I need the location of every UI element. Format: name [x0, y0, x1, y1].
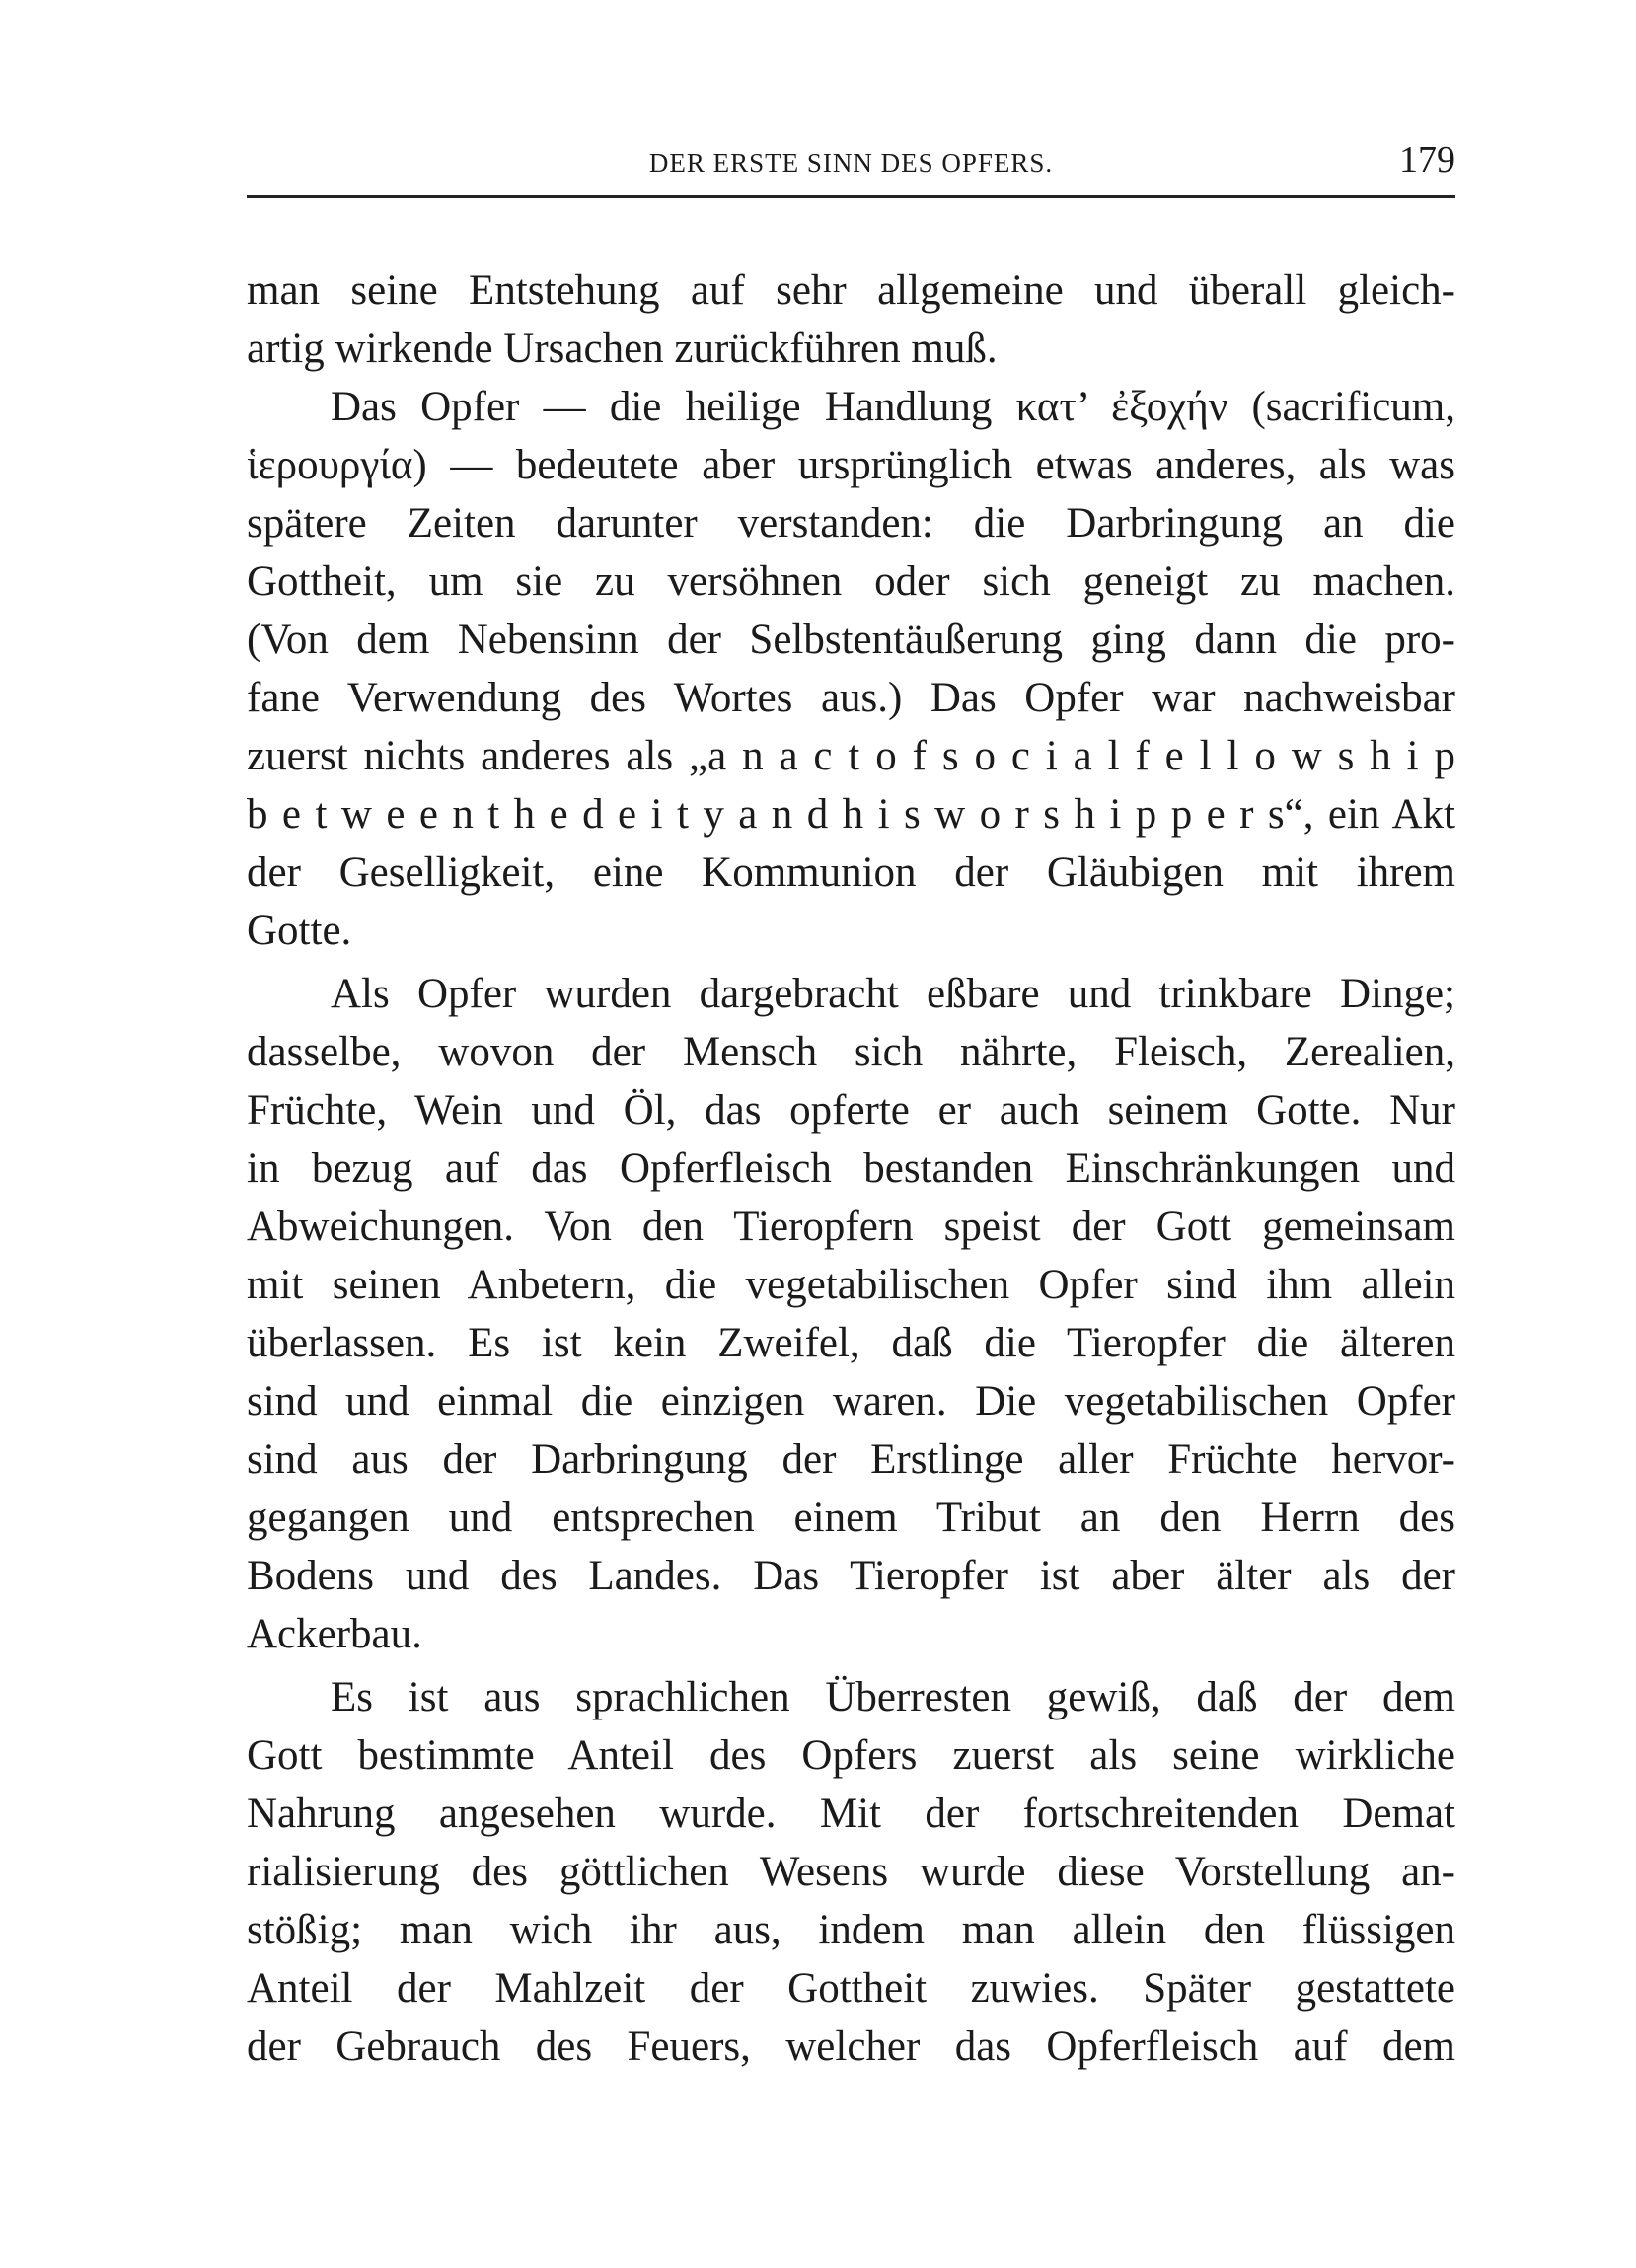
- text-line: dasselbe, wovon der Mensch sich nährte, Fleisch, Zerealien,: [247, 1029, 1455, 1075]
- text-line: sind aus der Darbringung der Erstlinge aller Früchte hervor-: [247, 1436, 1455, 1483]
- page-header: [247, 138, 1455, 197]
- text-line: Bodens und des Landes. Das Tieropfer ist aber älter als der: [247, 1553, 1455, 1599]
- text-line: ἱερουργία) — bedeutete aber ursprünglich etwas anderes, als was: [247, 442, 1455, 488]
- text-line: rialisierung des göttlichen Wesens wurde diese Vorstellung an-: [247, 1849, 1455, 1895]
- text-line: spätere Zeiten darunter verstanden: die Darbringung an die: [247, 500, 1455, 547]
- text-line: man seine Entstehung auf sehr allgemeine und überall gleich-: [247, 267, 1455, 314]
- text-line: Anteil der Mahlzeit der Gottheit zuwies. Später gestattete: [247, 1965, 1455, 2012]
- text-line: der Gebrauch des Feuers, welcher das Opferfleisch auf dem: [247, 2023, 1455, 2070]
- text-line: Gotte.: [247, 908, 352, 954]
- text-line: (Von dem Nebensinn der Selbstentäußerung ging dann die pro-: [247, 617, 1455, 663]
- text-line: zuerst nichts anderes als „a n a c t o f s o c i a l f e l l o w s h i p: [247, 733, 1455, 779]
- text-line: Das Opfer — die heilige Handlung κατ’ ἐξοχήν (sacrificum,: [331, 384, 1455, 430]
- text-line: der Geselligkeit, eine Kommunion der Gläubigen mit ihrem: [247, 849, 1455, 896]
- text-line: sind und einmal die einzigen waren. Die vegetabilischen Opfer: [247, 1378, 1455, 1425]
- header-rule: [247, 195, 1455, 198]
- text-line: Früchte, Wein und Öl, das opferte er auch seinem Gotte. Nur: [247, 1087, 1455, 1134]
- text-line: in bezug auf das Opferfleisch bestanden Einschränkungen und: [247, 1145, 1455, 1192]
- text-line: Es ist aus sprachlichen Überresten gewiß, daß der dem: [331, 1674, 1455, 1720]
- text-line: Gottheit, um sie zu versöhnen oder sich geneigt zu machen.: [247, 558, 1455, 605]
- text-line: Gott bestimmte Anteil des Opfers zuerst als seine wirkliche: [247, 1732, 1455, 1779]
- text-line: stößig; man wich ihr aus, indem man allein den flüssigen: [247, 1907, 1455, 1953]
- text-line: Nahrung angesehen wurde. Mit der fortschreitenden Demat: [247, 1791, 1455, 1837]
- text-line: Ackerbau.: [247, 1611, 422, 1657]
- text-line: mit seinen Anbetern, die vegetabilischen Opfer sind ihm allein: [247, 1262, 1455, 1308]
- running-head: DER ERSTE SINN DES OPFERS.: [648, 148, 1054, 178]
- text-line: fane Verwendung des Wortes aus.) Das Opfer war nachweisbar: [247, 675, 1455, 721]
- text-line: Als Opfer wurden dargebracht eßbare und trinkbare Dinge;: [331, 971, 1455, 1017]
- body-text: [247, 261, 1455, 2076]
- text-line: überlassen. Es ist kein Zweifel, daß die Tieropfer die älteren: [247, 1320, 1455, 1366]
- page-number: 179: [1399, 139, 1455, 181]
- text-line: artig wirkende Ursachen zurückführen muß.: [247, 326, 998, 372]
- text-line: Abweichungen. Von den Tieropfern speist der Gott gemeinsam: [247, 1204, 1455, 1250]
- text-line: gegangen und entsprechen einem Tribut an den Herrn des: [247, 1495, 1455, 1541]
- text-line: b e t w e e n t h e d e i t y a n d h i s w o r s h i p p e r s“, ein Akt: [247, 791, 1455, 838]
